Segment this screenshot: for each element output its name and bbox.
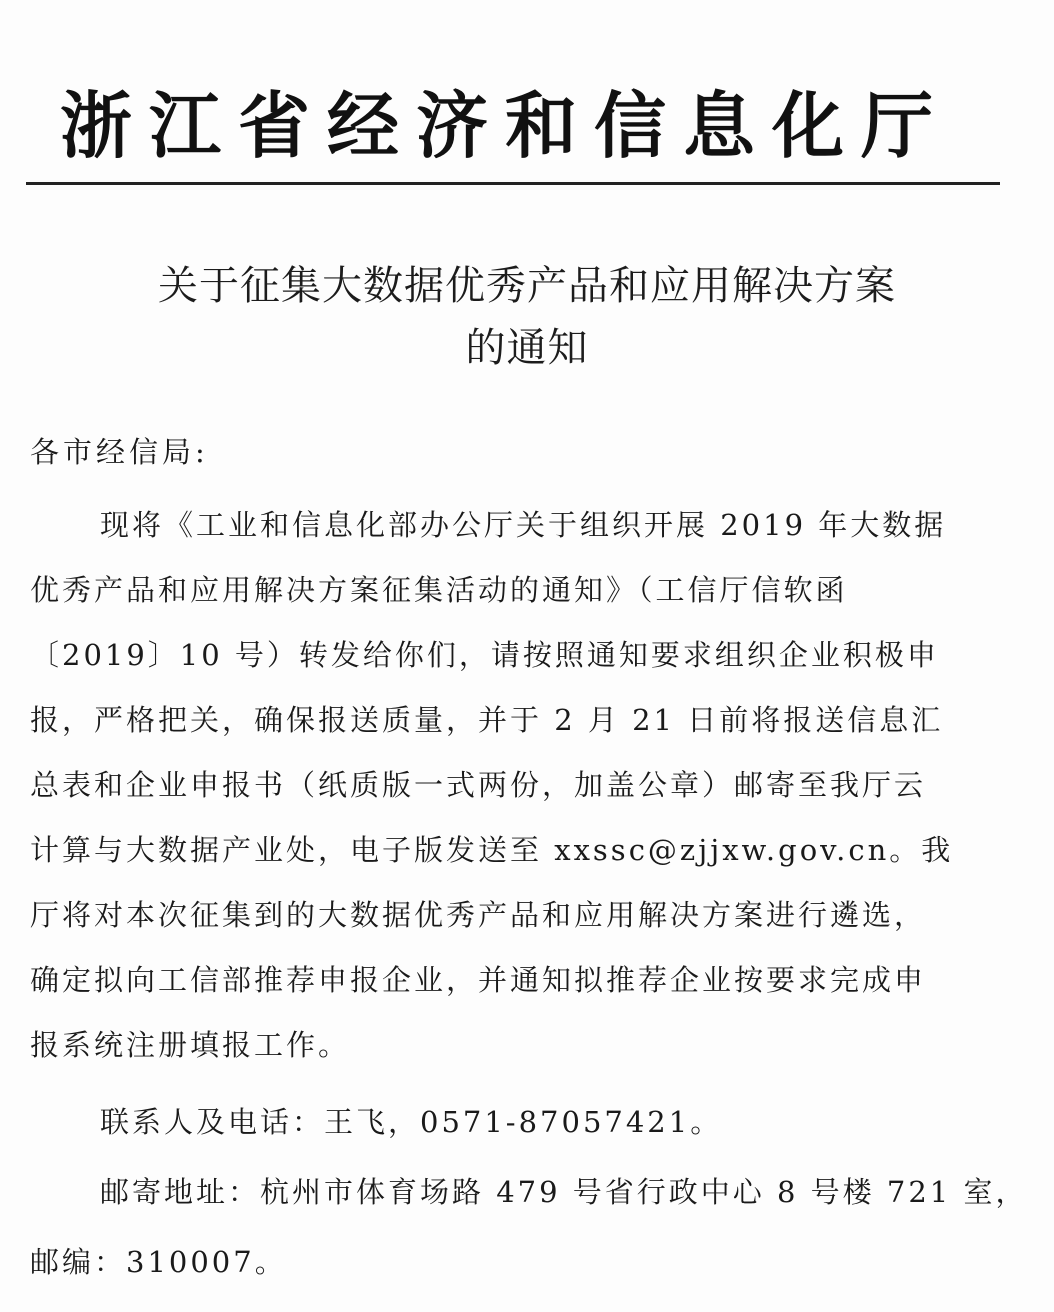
document-title-line-2: 的通知 bbox=[465, 325, 589, 371]
postal-code-line: 邮编：310007。 bbox=[30, 1245, 287, 1279]
body-line: 报，严格把关，确保报送质量，并于 2 月 21 日前将报送信息汇 bbox=[30, 703, 944, 737]
letterhead-divider bbox=[26, 182, 1000, 185]
document-title-line-1: 关于征集大数据优秀产品和应用解决方案 bbox=[158, 263, 896, 309]
body-line: 总表和企业申报书（纸质版一式两份，加盖公章）邮寄至我厅云 bbox=[30, 768, 927, 802]
body-line: 优秀产品和应用解决方案征集活动的通知》（工信厅信软函 bbox=[30, 573, 848, 607]
body-line: 〔2019〕10 号）转发给你们，请按照通知要求组织企业积极申 bbox=[30, 638, 939, 672]
addressee: 各市经信局: bbox=[30, 435, 209, 469]
body-line: 确定拟向工信部推荐申报企业，并通知拟推荐企业按要求完成申 bbox=[30, 963, 927, 997]
body-line: 计算与大数据产业处，电子版发送至 xxssc@zjjxw.gov.cn。我 bbox=[30, 833, 954, 867]
body-line: 现将《工业和信息化部办公厅关于组织开展 2019 年大数据 bbox=[100, 508, 947, 542]
contact-line: 联系人及电话：王飞，0571-87057421。 bbox=[100, 1105, 723, 1139]
mailing-address-line: 邮寄地址：杭州市体育场路 479 号省行政中心 8 号楼 721 室， bbox=[100, 1175, 1028, 1209]
letterhead-org-name: 浙江省经济和信息化厅 bbox=[60, 84, 951, 168]
body-line: 厅将对本次征集到的大数据优秀产品和应用解决方案进行遴选， bbox=[30, 898, 927, 932]
body-line: 报系统注册填报工作。 bbox=[30, 1028, 351, 1062]
